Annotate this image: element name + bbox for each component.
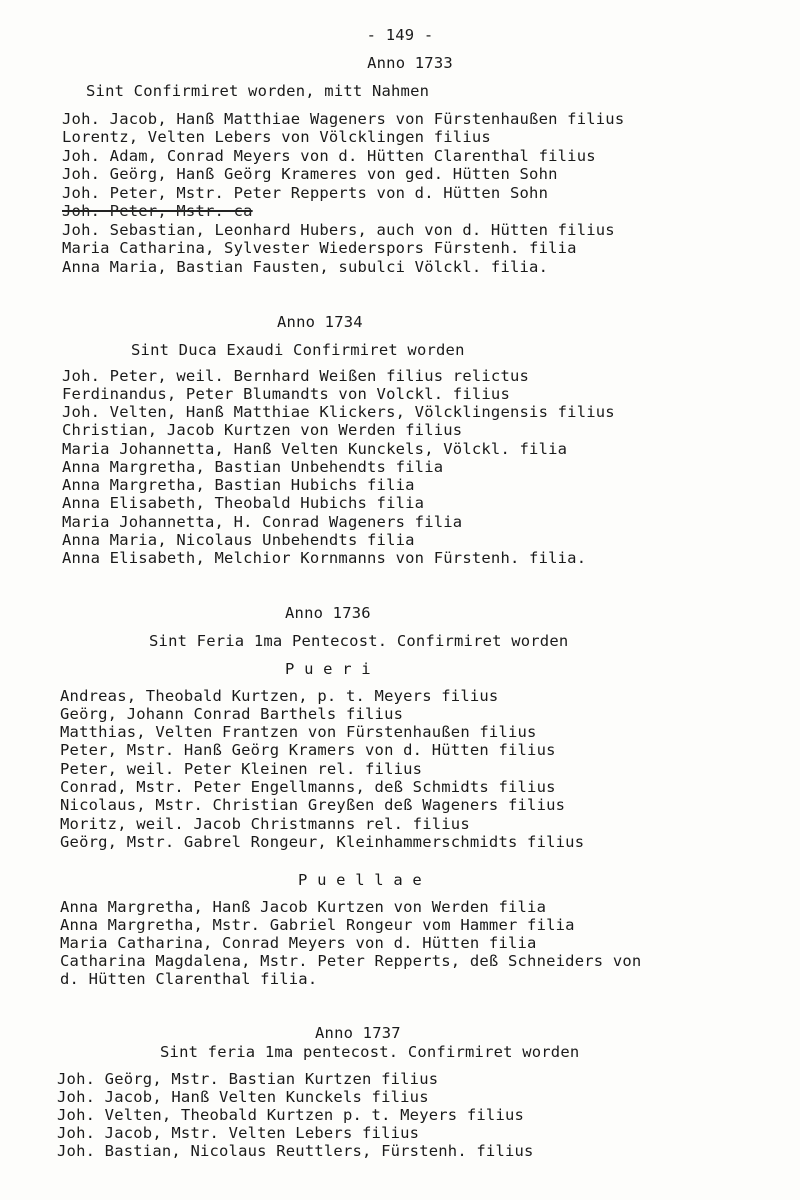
entry-line: Anna Margretha, Hanß Jacob Kurtzen von Werden filia: [60, 898, 547, 916]
entry-line: Geörg, Mstr. Gabrel Rongeur, Kleinhammerschmidts filius: [60, 833, 585, 851]
entry-line: Maria Catharina, Conrad Meyers von d. Hütten filia: [60, 934, 537, 952]
section-heading-1736: Sint Feria 1ma Pentecost. Confirmiret worden: [149, 632, 569, 650]
entry-line: d. Hütten Clarenthal filia.: [60, 970, 318, 988]
section-heading-1733: Sint Confirmiret worden, mitt Nahmen: [86, 82, 430, 100]
entry-line: Anna Margretha, Mstr. Gabriel Rongeur vom Hammer filia: [60, 916, 575, 934]
page-number: - 149 -: [366, 26, 434, 44]
entry-line: Maria Johannetta, Hanß Velten Kunckels, Völckl. filia: [62, 440, 568, 458]
year-heading-1734: Anno 1734: [277, 313, 363, 331]
entry-line: Andreas, Theobald Kurtzen, p. t. Meyers filius: [60, 687, 499, 705]
entry-line: Moritz, weil. Jacob Christmanns rel. filius: [60, 815, 470, 833]
entry-line: Joh. Jacob, Mstr. Velten Lebers filius: [57, 1124, 420, 1142]
section-heading-1734: Sint Duca Exaudi Confirmiret worden: [131, 341, 465, 359]
entry-line: Geörg, Johann Conrad Barthels filius: [60, 705, 404, 723]
entry-line: Joh. Jacob, Hanß Matthiae Wageners von Fürstenhaußen filius: [62, 110, 625, 128]
entry-line: Christian, Jacob Kurtzen von Werden filius: [62, 421, 463, 439]
entry-line: Joh. Velten, Hanß Matthiae Klickers, Völcklingensis filius: [62, 403, 615, 421]
entry-line: Anna Maria, Bastian Fausten, subulci Völckl. filia.: [62, 258, 549, 276]
entry-line: Conrad, Mstr. Peter Engellmanns, deß Schmidts filius: [60, 778, 556, 796]
entry-line: Nicolaus, Mstr. Christian Greyßen deß Wageners filius: [60, 796, 566, 814]
entry-line: Anna Margretha, Bastian Hubichs filia: [62, 476, 415, 494]
entry-line: Ferdinandus, Peter Blumandts von Volckl. filius: [62, 385, 510, 403]
entry-line: Anna Margretha, Bastian Unbehendts filia: [62, 458, 444, 476]
year-heading-1733: Anno 1733: [367, 54, 453, 72]
entry-line: Anna Elisabeth, Melchior Kornmanns von Fürstenh. filia.: [62, 549, 587, 567]
entry-line: Joh. Geörg, Mstr. Bastian Kurtzen filius: [57, 1070, 439, 1088]
struck-entry-line: Joh. Peter, Mstr. ca: [62, 202, 253, 220]
entry-line: Joh. Jacob, Hanß Velten Kunckels filius: [57, 1088, 429, 1106]
entry-line: Joh. Bastian, Nicolaus Reuttlers, Fürstenh. filius: [57, 1142, 534, 1160]
entry-line: Matthias, Velten Frantzen von Fürstenhaußen filius: [60, 723, 537, 741]
entry-line: Joh. Adam, Conrad Meyers von d. Hütten Clarenthal filius: [62, 147, 596, 165]
entry-line: Joh. Geörg, Hanß Geörg Krameres von ged. Hütten Sohn: [62, 165, 558, 183]
entry-line: Peter, weil. Peter Kleinen rel. filius: [60, 760, 423, 778]
subheading-pueri: P u e r i: [285, 660, 371, 678]
entry-line: Joh. Peter, weil. Bernhard Weißen filius relictus: [62, 367, 530, 385]
entry-line: Joh. Peter, Mstr. Peter Repperts von d. Hütten Sohn: [62, 184, 549, 202]
section-heading-1737: Sint feria 1ma pentecost. Confirmiret worden: [160, 1043, 580, 1061]
year-heading-1737: Anno 1737: [315, 1024, 401, 1042]
entry-line: Peter, Mstr. Hanß Geörg Kramers von d. Hütten filius: [60, 741, 556, 759]
entry-line: Maria Catharina, Sylvester Wiederspors Fürstenh. filia: [62, 239, 577, 257]
entry-line: Maria Johannetta, H. Conrad Wageners filia: [62, 513, 463, 531]
entry-line: Joh. Sebastian, Leonhard Hubers, auch von d. Hütten filius: [62, 221, 615, 239]
year-heading-1736: Anno 1736: [285, 604, 371, 622]
entry-line: Catharina Magdalena, Mstr. Peter Repperts, deß Schneiders von: [60, 952, 642, 970]
entry-line: Lorentz, Velten Lebers von Völcklingen filius: [62, 128, 491, 146]
entry-line: Anna Maria, Nicolaus Unbehendts filia: [62, 531, 415, 549]
entry-line: Anna Elisabeth, Theobald Hubichs filia: [62, 494, 425, 512]
entry-line: Joh. Velten, Theobald Kurtzen p. t. Meyers filius: [57, 1106, 525, 1124]
subheading-puellae: P u e l l a e: [298, 871, 422, 889]
